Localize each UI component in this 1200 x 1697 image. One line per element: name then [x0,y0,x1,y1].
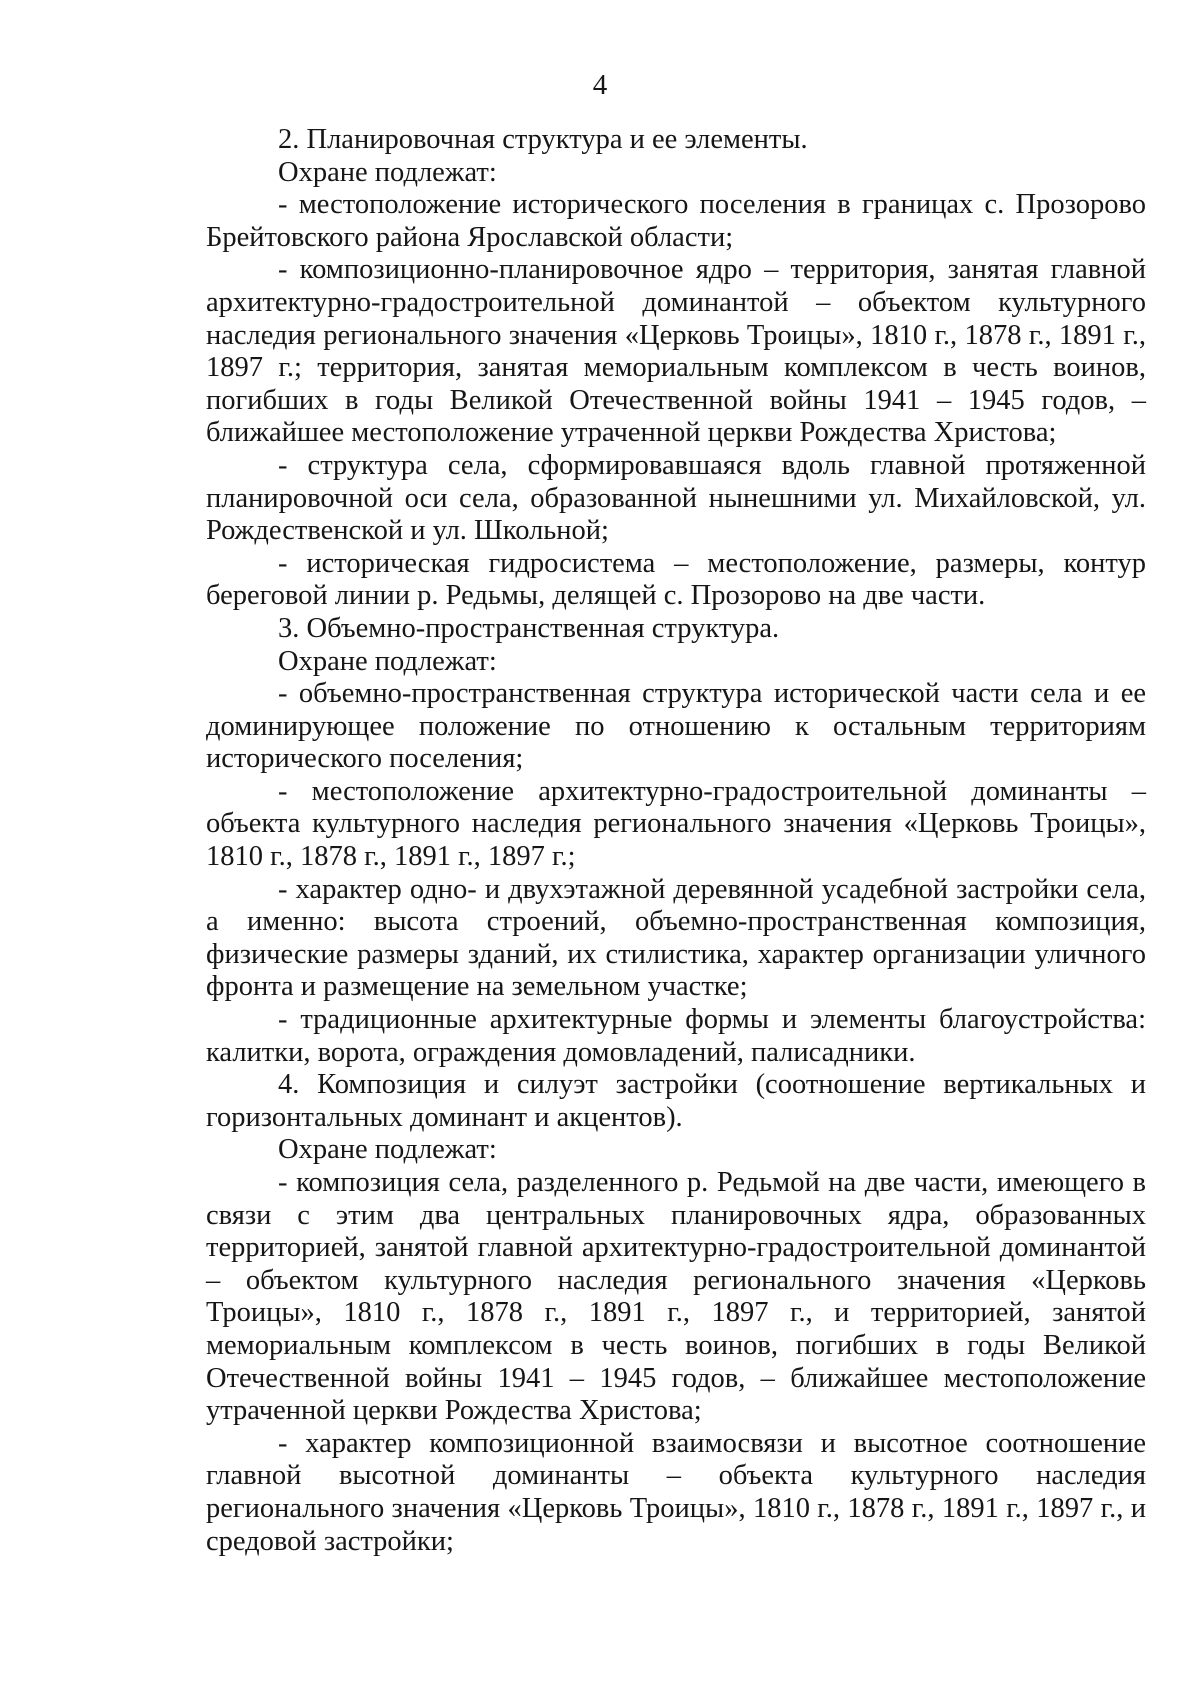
list-item: - композиция села, разделенного р. Редьмой на две части, имеющего в связи с этим два центральных планировочных ядра, образованных территорией, занятой главной архитектурно-градостроительной доминантой – объектом культурного наследия регионального значения «Церковь Троицы», 1810 г., 1878 г., 1891 г., 1897 г., и территорией, занятой мемориальным комплексом в честь воинов, погибших в годы Великой Отечественной войны 1941 – 1945 годов, – ближайшее местоположение утраченной церкви Рождества Христова; [206,1167,1146,1427]
document-body [206,124,1146,1558]
section-4-heading: 4. Композиция и силуэт застройки (соотношение вертикальных и горизонтальных доминант и акцентов). [206,1069,1146,1133]
page-number: 4 [592,69,608,101]
list-item: - местоположение архитектурно-градостроительной доминанты – объекта культурного наследия регионального значения «Церковь Троицы», 1810 г., 1878 г., 1891 г., 1897 г.; [206,775,1146,873]
list-item: - композиционно-планировочное ядро – территория, занятая главной архитектурно-градостроительной доминантой – объектом культурного наследия регионального значения «Церковь Троицы», 1810 г., 1878 г., 1891 г., 1897 г.; территория, занятая мемориальным комплексом в честь воинов, погибших в годы Великой Отечественной войны 1941 – 1945 годов, – ближайшее местоположение утраченной церкви Рождества Христова; [206,254,1146,449]
list-item: - традиционные архитектурные формы и элементы благоустройства: калитки, ворота, ограждения домовладений, палисадники. [206,1004,1146,1068]
list-item: - местоположение исторического поселения в границах с. Прозорово Брейтовского района Ярославской области; [206,189,1146,253]
section-2-heading: 2. Планировочная структура и ее элементы. [278,124,808,155]
list-item: - объемно-пространственная структура исторической части села и ее доминирующее положение по отношению к остальным территориям исторического поселения; [206,678,1146,775]
list-item: - характер композиционной взаимосвязи и высотное соотношение главной высотной доминанты – объекта культурного наследия регионального значения «Церковь Троицы», 1810 г., 1878 г., 1891 г., 1897 г., и средовой застройки; [206,1427,1146,1557]
protection-subject-label: Охране подлежат: [278,156,497,188]
section-3-heading: 3. Объемно-пространственная структура. [278,612,780,644]
list-item: - историческая гидросистема – местоположение, размеры, контур береговой линии р. Редьмы, делящей с. Прозорово на две части. [206,547,1146,612]
list-item: - структура села, сформировавшаяся вдоль главной протяженной планировочной оси села, образованной нынешними ул. Михайловской, ул. Рождественской и ул. Школьной; [206,449,1146,547]
protection-subject-label: Охране подлежат: [278,1134,497,1166]
protection-subject-label: Охране подлежат: [278,645,497,677]
list-item: - характер одно- и двухэтажной деревянной усадебной застройки села, а именно: высота строений, объемно-пространственная композиция, физические размеры зданий, их стилистика, характер организации уличного фронта и размещение на земельном участке; [206,873,1146,1003]
